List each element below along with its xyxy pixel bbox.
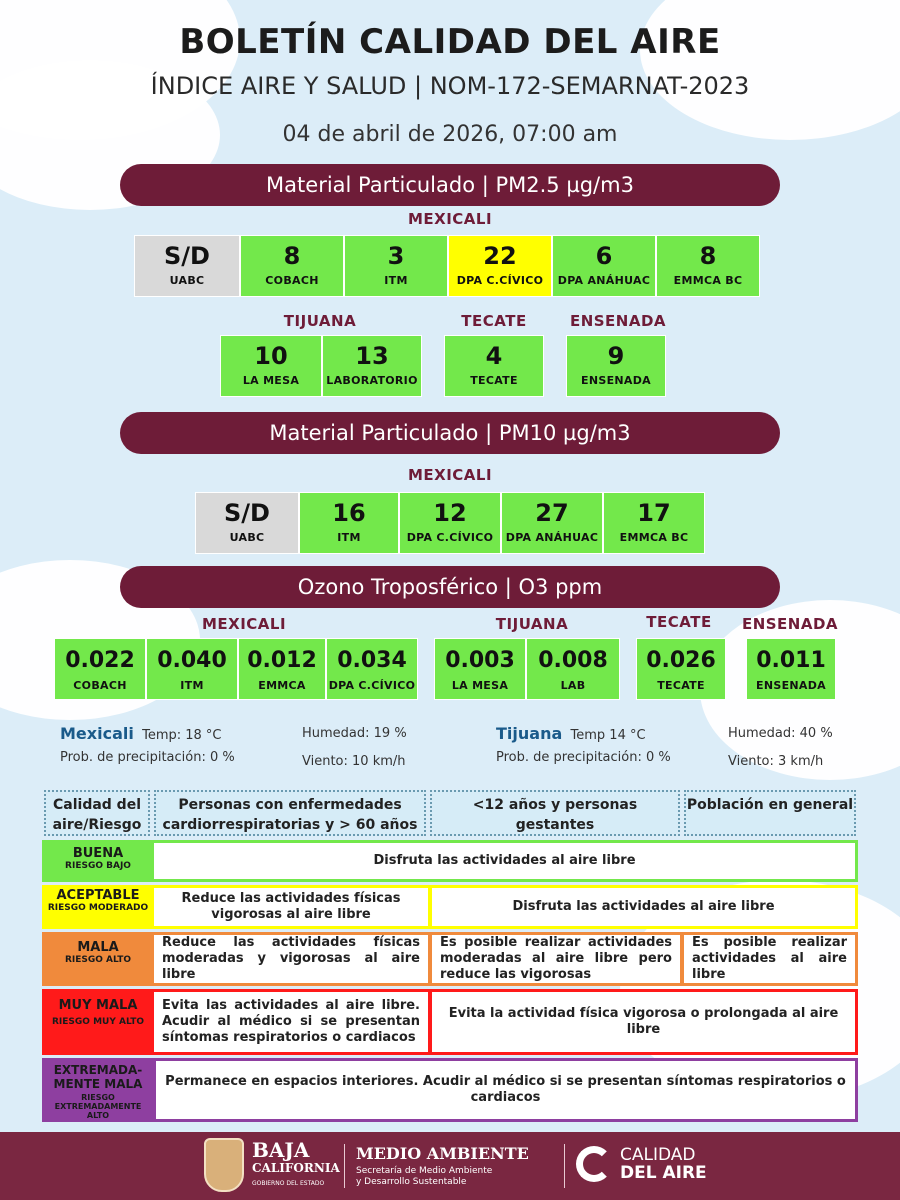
level-risk: RIESGO BAJO — [65, 861, 131, 871]
o3-station-la-mesa — [434, 638, 526, 700]
level-risk: RIESGO ALTO — [64, 955, 132, 965]
o3-station-cobach — [54, 638, 146, 700]
state-seal-icon — [204, 1138, 244, 1192]
station-name: DPA C.CÍVICO — [328, 679, 416, 692]
bc-line1: BAJA — [252, 1138, 310, 1162]
muy-mala-sensitive-advice: Evita las actividades al aire libre. Acudir al médico si se presentan síntomas respiratorios o cardiacos — [154, 992, 428, 1052]
pm25-station-laboratorio — [322, 335, 422, 397]
table-header-general: Población en general — [684, 790, 856, 836]
o3-station-lab — [526, 638, 620, 700]
bc-line2: CALIFORNIA — [252, 1161, 340, 1175]
station-name: COBACH — [73, 679, 127, 692]
pm25-station-emmca — [656, 235, 760, 297]
pm25-ensenada-label: ENSENADA — [569, 312, 667, 330]
weather-humidity: Humedad: 40 % — [728, 726, 833, 741]
station-name: DPA ANÁHUAC — [505, 531, 599, 544]
o3-tijuana-label: TIJUANA — [495, 615, 569, 633]
station-name: DPA C.CÍVICO — [456, 274, 544, 287]
pm25-station-itm — [344, 235, 448, 297]
station-value: 0.034 — [337, 648, 407, 673]
station-value: 12 — [433, 499, 467, 527]
station-value: 17 — [637, 499, 671, 527]
pm10-station-dpa-civico — [399, 492, 501, 554]
station-value: 0.011 — [756, 648, 826, 673]
footer — [0, 1132, 900, 1200]
o3-station-ensenada — [746, 638, 836, 700]
weather-wind: Viento: 3 km/h — [728, 754, 824, 769]
aceptable-sensitive-advice: Reduce las actividades físicas vigorosas al aire libre — [154, 888, 428, 926]
station-name: UABC — [229, 531, 265, 544]
station-name: LA MESA — [451, 679, 509, 692]
o3-station-itm — [146, 638, 238, 700]
cloud-decoration — [640, 0, 900, 140]
weather-tijuana-header — [496, 724, 646, 743]
footer-divider — [564, 1144, 565, 1188]
weather-wind: Viento: 10 km/h — [302, 754, 406, 769]
station-name: TECATE — [470, 374, 518, 387]
station-name: ENSENADA — [756, 679, 826, 692]
weather-city: Mexicali — [60, 724, 134, 743]
level-name: ACEPTABLE — [56, 888, 140, 903]
level-mala — [44, 940, 152, 965]
pm10-station-itm — [299, 492, 399, 554]
pm10-station-dpa-anahuac — [501, 492, 603, 554]
pm25-station-dpa-civico — [448, 235, 552, 297]
footer-divider — [344, 1144, 345, 1188]
table-header-children: <12 años y personas gestantes — [430, 790, 680, 836]
level-muy-mala — [44, 998, 152, 1027]
mala-children-advice: Es posible realizar actividades moderadas al aire libre pero reduce las vigorosas — [432, 935, 680, 983]
page-title: BOLETÍN CALIDAD DEL AIRE — [179, 22, 721, 62]
level-aceptable — [44, 888, 152, 913]
station-name: DPA C.CÍVICO — [406, 531, 494, 544]
station-value: 3 — [387, 242, 405, 270]
level-buena — [44, 846, 152, 871]
weather-precip: Prob. de precipitación: 0 % — [60, 750, 235, 765]
bc-line3: GOBIERNO DEL ESTADO — [252, 1180, 325, 1187]
station-name: ITM — [384, 274, 408, 287]
station-value: 0.022 — [65, 648, 135, 673]
level-name: MUY MALA — [58, 998, 138, 1013]
muy-mala-general-advice: Evita la actividad física vigorosa o prolongada al aire libre — [432, 992, 855, 1052]
station-name: LABORATORIO — [326, 374, 418, 387]
station-name: ITM — [337, 531, 361, 544]
weather-temp: Temp: 18 °C — [142, 728, 222, 743]
level-risk: RIESGO MUY ALTO — [52, 1017, 144, 1027]
ma-sub2: y Desarrollo Sustentable — [356, 1177, 467, 1187]
pm25-banner: Material Particulado | PM2.5 µg/m3 — [120, 164, 780, 206]
bulletin-date: 04 de abril de 2026, 07:00 am — [282, 122, 618, 147]
station-value: S/D — [164, 242, 210, 270]
station-value: 16 — [332, 499, 366, 527]
pm10-station-uabc — [195, 492, 299, 554]
pm25-station-la-mesa — [220, 335, 322, 397]
station-name: UABC — [169, 274, 205, 287]
level-extremadamente-mala — [44, 1063, 152, 1120]
station-name: ENSENADA — [581, 374, 651, 387]
o3-station-dpa-civico — [326, 638, 418, 700]
level-name: MALA — [77, 940, 119, 955]
o3-ensenada-label: ENSENADA — [741, 615, 839, 633]
mala-sensitive-advice: Reduce las actividades físicas moderadas y vigorosas al aire libre — [154, 935, 428, 983]
weather-temp: Temp 14 °C — [570, 728, 646, 743]
air-quality-logo-icon — [576, 1146, 612, 1182]
pm10-banner: Material Particulado | PM10 µg/m3 — [120, 412, 780, 454]
station-value: 0.026 — [646, 648, 716, 673]
station-name: EMMCA BC — [619, 531, 689, 544]
station-value: 0.012 — [247, 648, 317, 673]
table-header-sensitive: Personas con enfermedades cardiorrespiratorias y > 60 años — [154, 790, 426, 836]
o3-station-tecate — [636, 638, 726, 700]
weather-city: Tijuana — [496, 724, 563, 743]
o3-tecate-label: TECATE — [646, 613, 712, 631]
table-header-risk: Calidad del aire/Riesgo — [44, 790, 150, 836]
weather-mexicali-header — [60, 724, 222, 743]
o3-banner: Ozono Troposférico | O3 ppm — [120, 566, 780, 608]
station-name: DPA ANÁHUAC — [557, 274, 651, 287]
level-risk: RIESGO EXTREMADAMENTE ALTO — [54, 1093, 142, 1120]
station-value: 22 — [483, 242, 517, 270]
ma-title: MEDIO AMBIENTE — [356, 1144, 529, 1163]
pm25-mexicali-label: MEXICALI — [407, 210, 493, 228]
pm10-station-emmca — [603, 492, 705, 554]
pm25-station-uabc — [134, 235, 240, 297]
o3-station-emmca — [238, 638, 326, 700]
station-name: TECATE — [657, 679, 705, 692]
o3-mexicali-label: MEXICALI — [201, 615, 287, 633]
station-value: 8 — [283, 242, 301, 270]
pm25-station-tecate — [444, 335, 544, 397]
page-subtitle: ÍNDICE AIRE Y SALUD | NOM-172-SEMARNAT-2023 — [150, 72, 750, 100]
pm10-mexicali-label: MEXICALI — [407, 466, 493, 484]
station-value: 0.040 — [157, 648, 227, 673]
station-value: S/D — [224, 499, 270, 527]
station-value: 8 — [699, 242, 717, 270]
pm25-tijuana-label: TIJUANA — [283, 312, 357, 330]
station-name: EMMCA — [258, 679, 306, 692]
station-value: 0.003 — [445, 648, 515, 673]
station-name: EMMCA BC — [673, 274, 743, 287]
level-name: EXTREMADA-MENTE MALA — [53, 1063, 143, 1091]
pm25-station-ensenada — [566, 335, 666, 397]
level-risk: RIESGO MODERADO — [47, 903, 149, 913]
ma-sub1: Secretaría de Medio Ambiente — [356, 1166, 493, 1176]
ca-line1: CALIDAD — [620, 1145, 696, 1165]
pm25-station-dpa-anahuac — [552, 235, 656, 297]
station-name: LAB — [560, 679, 586, 692]
extremadamente-mala-advice: Permanece en espacios interiores. Acudir al médico si se presentan síntomas respiratorios o cardiacos — [156, 1061, 855, 1119]
weather-precip: Prob. de precipitación: 0 % — [496, 750, 671, 765]
station-name: COBACH — [265, 274, 319, 287]
station-name: LA MESA — [242, 374, 300, 387]
station-value: 13 — [355, 342, 389, 370]
weather-humidity: Humedad: 19 % — [302, 726, 407, 741]
pm25-station-cobach — [240, 235, 344, 297]
mala-general-advice: Es posible realizar actividades al aire libre — [684, 935, 855, 983]
station-value: 4 — [485, 342, 503, 370]
station-value: 0.008 — [538, 648, 608, 673]
station-name: ITM — [180, 679, 204, 692]
aceptable-general-advice: Disfruta las actividades al aire libre — [432, 888, 855, 926]
buena-advice: Disfruta las actividades al aire libre — [154, 843, 855, 879]
station-value: 6 — [595, 242, 613, 270]
station-value: 27 — [535, 499, 569, 527]
ca-line2: DEL AIRE — [620, 1163, 707, 1183]
station-value: 9 — [607, 342, 625, 370]
pm25-tecate-label: TECATE — [461, 312, 527, 330]
level-name: BUENA — [72, 846, 124, 861]
station-value: 10 — [254, 342, 288, 370]
